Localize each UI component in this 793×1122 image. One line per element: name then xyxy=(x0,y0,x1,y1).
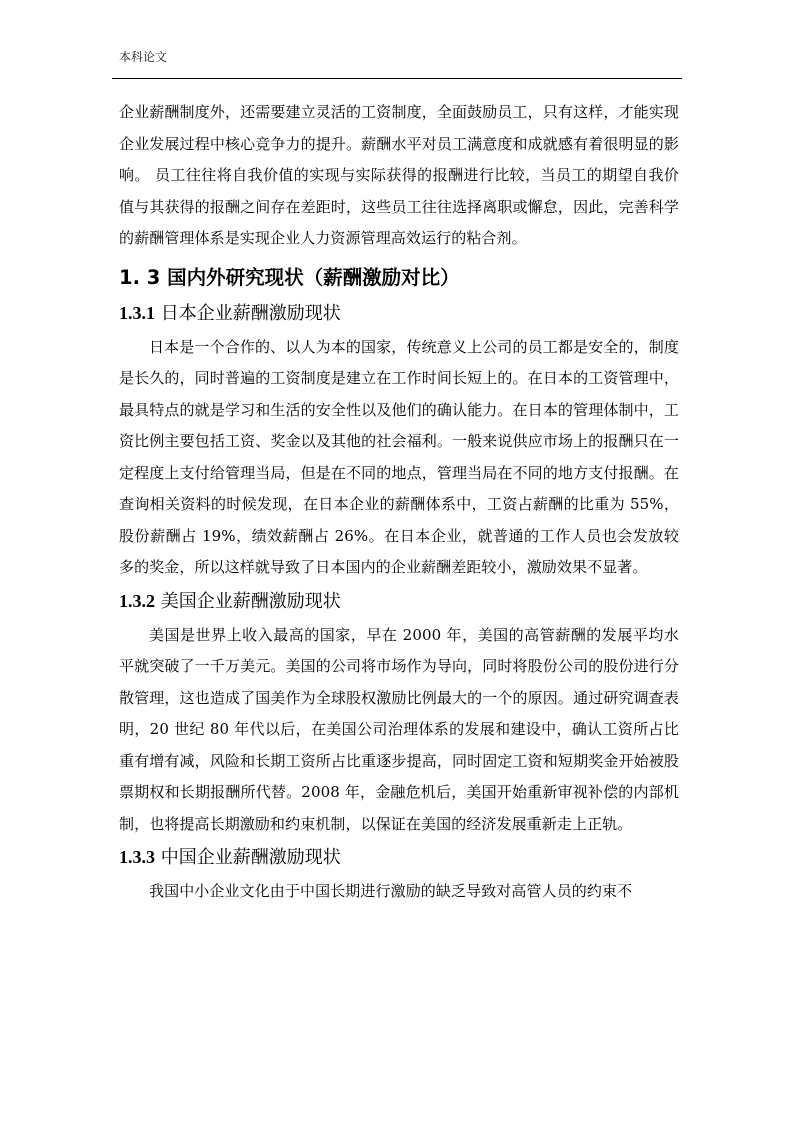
page-header: 本科论文 xyxy=(119,50,168,64)
document-body xyxy=(119,97,679,908)
subsection-title: 日本企业薪酬激励现状 xyxy=(155,302,341,324)
subsection-heading-usa xyxy=(119,587,679,616)
subsection-heading-china xyxy=(119,843,679,872)
subsection-number: 1.3.3 xyxy=(119,847,155,867)
header-divider xyxy=(112,78,682,79)
paragraph-usa: 美国是世界上收入最高的国家，早在 2000 年，美国的高管薪酬的发展平均水平就突破了一千万美元。美国的公司将市场作为导向，同时将股份公司的股份进行分散管理，这也造成了国美作为全球股权激励比例最大的一个的原因。通过研究调查表明，20 世纪 80 年代以后，在美国公司治理体系的发展和建设中，确认工资所占比重有增有减，风险和长期工资所占比重逐步提高，同时固定工资和短期奖金开始被股票期权和长期报酬所代替。2008 年，金融危机后，美国开始重新审视补偿的内部机制，也将提高长期激励和约束机制，以保证在美国的经济发展重新走上正轨。 xyxy=(119,625,679,833)
subsection-title: 美国企业薪酬激励现状 xyxy=(155,590,341,612)
intro-paragraph: 企业薪酬制度外，还需要建立灵活的工资制度，全面鼓励员工，只有这样，才能实现企业发展过程中核心竞争力的提升。薪酬水平对员工满意度和成就感有着很明显的影响。 员工往往将自我价值的实现与实际获得的报酬进行比较，当员工的期望自我价值与其获得的报酬之间存在差距时，这些员工往往选择离职或懈怠，因此，完善科学的薪酬管理体系是实现企业人力资源管理高效运行的粘合剂。 xyxy=(119,103,679,247)
paragraph-japan: 日本是一个合作的、以人为本的国家，传统意义上公司的员工都是安全的，制度是长久的，同时普遍的工资制度是建立在工作时间长短上的。在日本的工资管理中，最具特点的就是学习和生活的安全性以及他们的确认能力。在日本的管理体制中，工资比例主要包括工资、奖金以及其他的社会福利。一般来说供应市场上的报酬只在一定程度上支付给管理当局，但是在不同的地点，管理当局在不同的地方支付报酬。在查询相关资料的时候发现，在日本企业的薪酬体系中，工资占薪酬的比重为 55%，股份薪酬占 19%，绩效薪酬占 26%。在日本企业，就普通的工作人员也会发放较多的奖金，所以这样就导致了日本国内的企业薪酬差距较小，激励效果不显著。 xyxy=(119,337,679,576)
subsection-title: 中国企业薪酬激励现状 xyxy=(155,847,341,868)
subsection-number: 1.3.2 xyxy=(119,590,155,611)
subsection-number: 1.3.1 xyxy=(119,302,155,323)
subsection-heading-japan xyxy=(119,299,679,328)
section-heading: 1. 3 国内外研究现状（薪酬激励对比） xyxy=(119,265,460,289)
paragraph-china: 我国中小企业文化由于中国长期进行激励的缺乏导致对高管人员的约束不 xyxy=(149,882,633,900)
